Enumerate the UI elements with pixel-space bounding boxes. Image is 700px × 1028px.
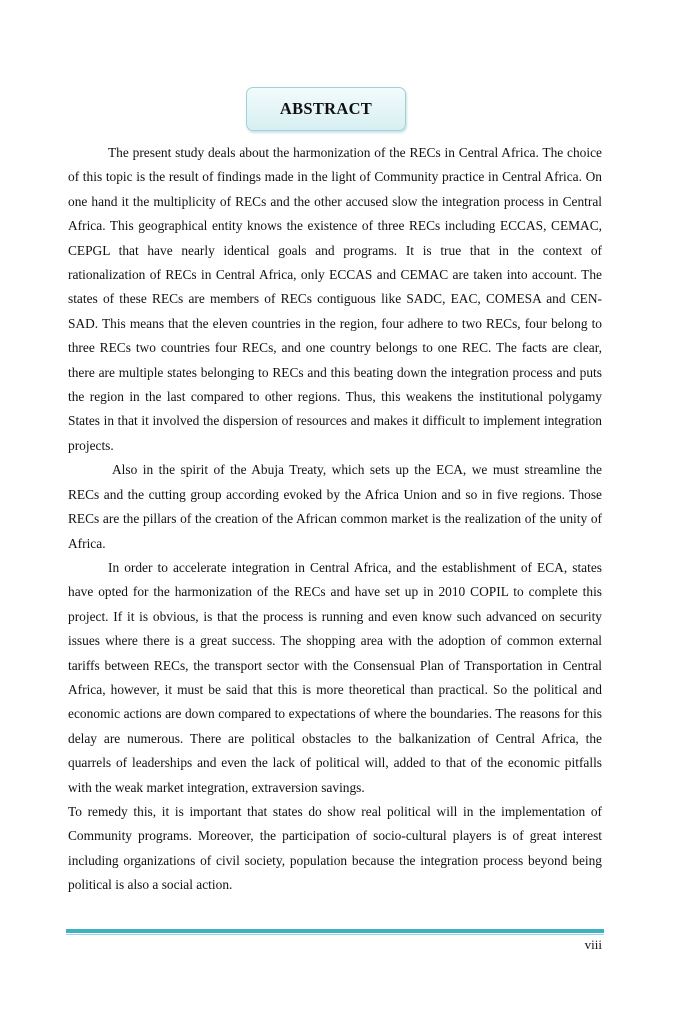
- page-title: ABSTRACT: [279, 99, 373, 118]
- abstract-title-box: [246, 87, 406, 131]
- paragraph-2: Also in the spirit of the Abuja Treaty, which sets up the ECA, we must streamline the RECs and the cutting group according evoked by the Africa Union and so in five regions. Those RECs are the pillars of the creation of the African common market is the realization of the unity of Africa.: [68, 462, 602, 551]
- paragraph-1: The present study deals about the harmonization of the RECs in Central Africa. The choice of this topic is the result of findings made in the light of Community practice in Central Africa. On one hand it the multiplicity of RECs and the other accused slow the integration process in Central Africa. This geographical entity knows the existence of three RECs including ECCAS, CEMAC, CEPGL that have nearly identical goals and programs. It is true that in the context of rationalization of RECs in Central Africa, only ECCAS and CEMAC are taken into account. The states of these RECs are members of RECs contiguous like SADC, EAC, COMESA and CEN-SAD. This means that the eleven countries in the region, four adhere to two RECs, four belong to three RECs two countries four RECs, and one country belongs to one REC. The facts are clear, there are multiple states belonging to RECs and this beating down the integration process and puts the region in the last compared to other regions. Thus, this weakens the institutional polygamy States in that it involved the dispersion of resources and makes it difficult to implement integration projects.: [68, 145, 602, 453]
- footer-divider-thin: [66, 934, 604, 935]
- footer-divider: [66, 929, 604, 933]
- abstract-body: [68, 141, 602, 898]
- page-number: viii: [584, 937, 602, 952]
- paragraph-4: To remedy this, it is important that states do show real political will in the implementation of Community programs. Moreover, the participation of socio-cultural players is of great interest including organizations of civil society, population because the integration process beyond being political is also a social action.: [68, 803, 602, 893]
- paragraph-3: In order to accelerate integration in Central Africa, and the establishment of ECA, states have opted for the harmonization of the RECs and have set up in 2010 COPIL to complete this project. If it is obvious, is that the process is running and even know such advanced on security issues where there is a great success. The shopping area with the adoption of common external tariffs between RECs, the transport sector with the Consensual Plan of Transportation in Central Africa, however, it must be said that this is more theoretical than practical. So the political and economic actions are down compared to expectations of where the boundaries. The reasons for this delay are numerous. There are political obstacles to the balkanization of Central Africa, the quarrels of leaderships and even the lack of political will, added to that of the economic pitfalls with the weak market integration, extraversion savings.: [68, 559, 602, 795]
